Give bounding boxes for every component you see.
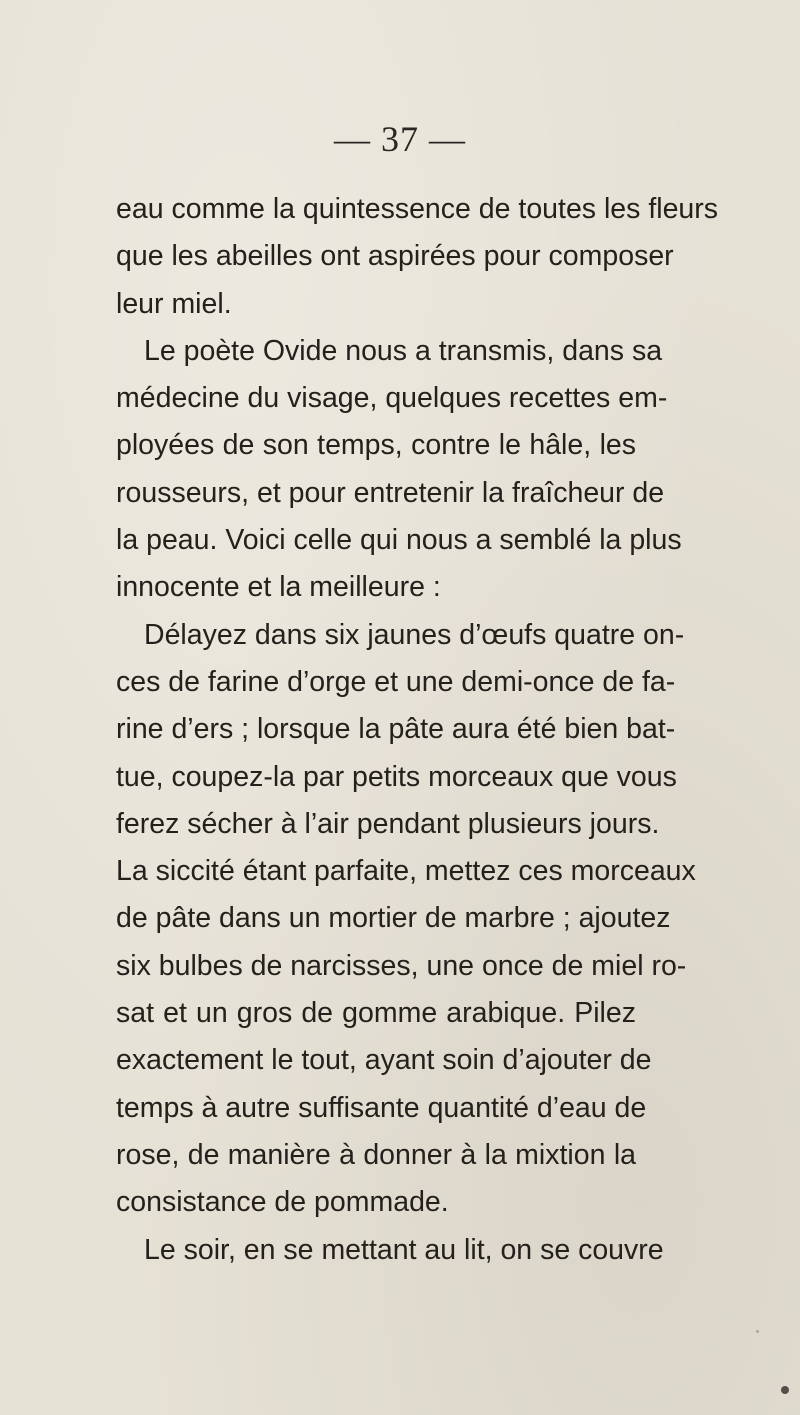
text-line: rousseurs, et pour entretenir la fraîcheur de [116,476,665,509]
text-line: rose, de manière à donner à la mixtion la [116,1138,636,1171]
text-line: tue, coupez-la par petits morceaux que vous [116,760,677,793]
text-line: ces de farine d’orge et une demi-once de fa- [116,665,676,698]
ink-speck [618,1244,621,1247]
text-line: la peau. Voici celle qui nous a semblé la plus [116,524,682,557]
text-line: exactement le tout, ayant soin d’ajouter de [116,1044,652,1077]
text-line: sat et un gros de gomme arabique. Pilez [116,997,636,1030]
text-line: six bulbes de narcisses, une once de miel ro- [116,949,687,982]
text-line: Le poète Ovide nous a transmis, dans sa [144,334,663,367]
text-line: La siccité étant parfaite, mettez ces morceaux [116,855,696,888]
text-line: ferez sécher à l’air pendant plusieurs jours. [116,807,660,840]
text-line: que les abeilles ont aspirées pour composer [116,240,674,273]
text-line: médecine du visage, quelques recettes em- [116,382,668,415]
text-line: ployées de son temps, contre le hâle, les [116,429,636,462]
ink-speck [756,1330,759,1333]
text-line: consistance de pommade. [116,1186,449,1219]
body-text [116,186,719,1274]
text-line: temps à autre suffisante quantité d’eau de [116,1091,647,1124]
text-line: leur miel. [116,287,232,320]
text-line: innocente et la meilleure : [116,571,441,604]
text-line: Le soir, en se mettant au lit, on se couvre [144,1233,664,1266]
page-number: — 37 — [334,119,466,159]
text-line: Délayez dans six jaunes d’œufs quatre on- [144,618,685,651]
ink-speck [781,1386,789,1394]
text-line: rine d’ers ; lorsque la pâte aura été bien bat- [116,713,676,746]
text-line: de pâte dans un mortier de marbre ; ajoutez [116,902,671,935]
text-line: eau comme la quintessence de toutes les fleurs [116,193,719,225]
